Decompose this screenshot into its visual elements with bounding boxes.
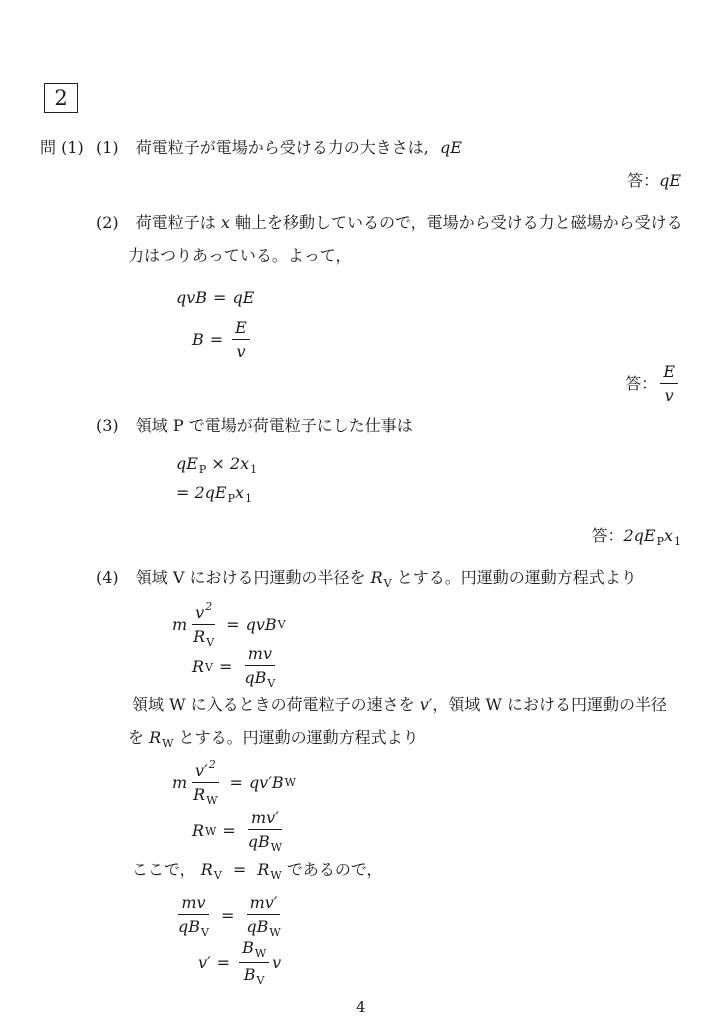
denominator: [243, 915, 283, 939]
q2-number: (2): [96, 213, 119, 232]
q4-text: ，領域 W における円運動の半径: [432, 695, 668, 714]
subscript: W: [254, 947, 267, 960]
problem-number-box: [44, 83, 78, 113]
eq-term: B: [192, 329, 204, 349]
eq-term: v′: [195, 761, 208, 780]
q2-text: 荷電粒子は: [135, 213, 216, 232]
eq-term: B: [242, 938, 254, 957]
numerator: [192, 600, 215, 625]
fraction: [245, 808, 285, 854]
eq-term: v: [195, 603, 205, 622]
subscript: W: [284, 776, 296, 790]
q4-line-a: [96, 570, 637, 589]
equals-sign: =: [232, 860, 247, 879]
numerator: E: [660, 362, 678, 384]
subscript: P: [227, 492, 235, 505]
subscript: V: [213, 869, 222, 882]
page-number: 4: [356, 998, 366, 1016]
eq-term: R: [192, 821, 205, 841]
q4-line-b: [132, 697, 667, 713]
subscript: W: [205, 824, 217, 838]
q4-equation-f: v′ = $\frac{B_W}{B_V}$ v: [198, 938, 282, 988]
subscript: 1: [250, 463, 258, 476]
q4-equation-a: m $\frac{v^2}{R_V}$ = qvB V: [172, 600, 286, 650]
subscript: W: [206, 794, 218, 808]
q2-line-b: [128, 248, 352, 264]
superscript: 2: [208, 758, 216, 771]
subscript: P: [198, 463, 207, 476]
eq-term: m: [172, 772, 188, 792]
q4-variable: v′: [419, 695, 433, 714]
superscript: 2: [205, 600, 213, 613]
q4-line-d: [132, 862, 383, 881]
subscript: V: [256, 974, 265, 988]
q4-variable: R: [370, 568, 383, 587]
eq-term: qv′B: [248, 772, 284, 792]
q4-text: とする。円運動の運動方程式より: [178, 728, 419, 747]
fraction: [175, 893, 212, 939]
subscript: 1: [674, 535, 681, 548]
eq-term: m: [172, 614, 188, 634]
subscript: V: [206, 636, 215, 650]
q3-text: 領域 P で電場が荷電粒子にした仕事は: [135, 416, 413, 435]
q4-text: を: [128, 728, 145, 747]
subscript: V: [205, 660, 213, 674]
q1-number: (1): [96, 138, 119, 157]
answer-value: qE: [659, 171, 681, 190]
eq-term: R: [192, 657, 205, 677]
q4-text: ここで，: [132, 860, 196, 879]
subscript: W: [270, 841, 283, 855]
answer-label: 答：: [591, 526, 624, 545]
q4-equation-c: m $\frac{v'^2}{R_W}$ = qv′B W: [172, 758, 296, 808]
q2-variable: x: [220, 213, 230, 232]
q4-equation-b: R V = $\frac{mv}{qB_V}$: [192, 644, 281, 690]
q4-variable: R: [257, 860, 270, 879]
eq-term: qE: [176, 454, 198, 473]
q4-text: 領域 W に入るときの荷電粒子の速さを: [132, 695, 415, 714]
q4-equation-e: $\frac{mv}{qB_V}$ = $\frac{mv'}{qB_W}$: [172, 893, 287, 939]
q3-line: [96, 418, 413, 434]
q4-variable: R: [149, 728, 162, 747]
answer-value: x: [663, 526, 673, 545]
numerator: E: [232, 318, 250, 340]
denominator: v: [664, 386, 674, 406]
numerator: [192, 758, 219, 783]
subscript: V: [201, 926, 209, 940]
problem-number: 2: [54, 86, 68, 110]
denominator: v: [236, 342, 246, 362]
subscript: W: [269, 926, 281, 940]
q2-line-a: [96, 215, 683, 231]
eq-term: qB: [178, 917, 200, 937]
eq-term: qvB: [176, 288, 208, 307]
q1-answer: [627, 173, 681, 189]
eq-term: R: [193, 627, 206, 647]
q4-text: であるので，: [286, 860, 383, 879]
q3-answer: [591, 528, 681, 547]
fraction: [190, 758, 220, 807]
denominator: [241, 963, 268, 987]
denominator: [241, 666, 278, 690]
eq-term: x: [235, 483, 245, 502]
subscript: V: [383, 577, 392, 590]
q4-text: 領域 V における円運動の半径を: [135, 568, 366, 587]
fraction: [660, 362, 678, 405]
answer-value: 2qE: [623, 526, 656, 545]
q3-equation-2: [176, 485, 252, 504]
q2-equation-1: qvB = qE: [176, 288, 255, 307]
eq-term: = 2qE: [176, 483, 227, 502]
q2-equation-2: B = $\frac{E}{v}$: [192, 318, 253, 361]
q4-equation-d: R W = $\frac{mv'}{qB_W}$: [192, 808, 288, 854]
q2-answer: [625, 362, 681, 405]
subscript: V: [277, 618, 286, 632]
fraction: [190, 600, 217, 649]
q4-number: (4): [96, 568, 119, 587]
subscript: P: [656, 535, 664, 548]
eq-term: B: [243, 965, 256, 985]
eq-term: qB: [244, 668, 267, 688]
subscript: W: [270, 869, 282, 882]
q1-text: 荷電粒子が電場から受ける力の大きさは,: [135, 138, 429, 157]
eq-term: v′: [198, 952, 211, 972]
answer-label: 答：: [627, 171, 660, 190]
fraction: [241, 644, 278, 690]
numerator: [239, 938, 269, 963]
q2-text: 軸上を移動しているので，電場から受ける力と磁場から受ける: [235, 213, 683, 232]
denominator: [175, 915, 212, 939]
subscript: W: [162, 737, 174, 750]
numerator: mv′: [247, 893, 281, 915]
numerator: mv: [178, 893, 208, 915]
q1-expr: qE: [439, 138, 462, 157]
q2-text: 力はつりあっている。よって，: [128, 246, 352, 265]
eq-term: qB: [247, 832, 270, 852]
answer-label: 答：: [625, 373, 658, 393]
question-label: 問 (1): [40, 138, 84, 157]
q4-line-c: [128, 730, 419, 749]
eq-term: v: [272, 952, 282, 972]
q4-variable: R: [200, 860, 213, 879]
question-header: [40, 140, 84, 156]
eq-term: R: [193, 785, 206, 805]
eq-term: × 2x: [211, 454, 250, 473]
q3-number: (3): [96, 416, 119, 435]
q1-line: [96, 140, 462, 156]
fraction: [243, 893, 283, 939]
subscript: 1: [245, 492, 253, 505]
numerator: mv′: [248, 808, 282, 830]
fraction: [232, 318, 250, 361]
eq-term: qE: [232, 288, 255, 307]
fraction: [239, 938, 269, 987]
q4-text: とする。円運動の運動方程式より: [396, 568, 637, 587]
numerator: mv: [245, 644, 275, 666]
subscript: V: [267, 677, 276, 691]
eq-term: qvB: [245, 614, 277, 634]
denominator: [190, 783, 220, 807]
q3-equation-1: [176, 456, 257, 475]
eq-term: qB: [246, 917, 269, 937]
denominator: [245, 830, 285, 854]
